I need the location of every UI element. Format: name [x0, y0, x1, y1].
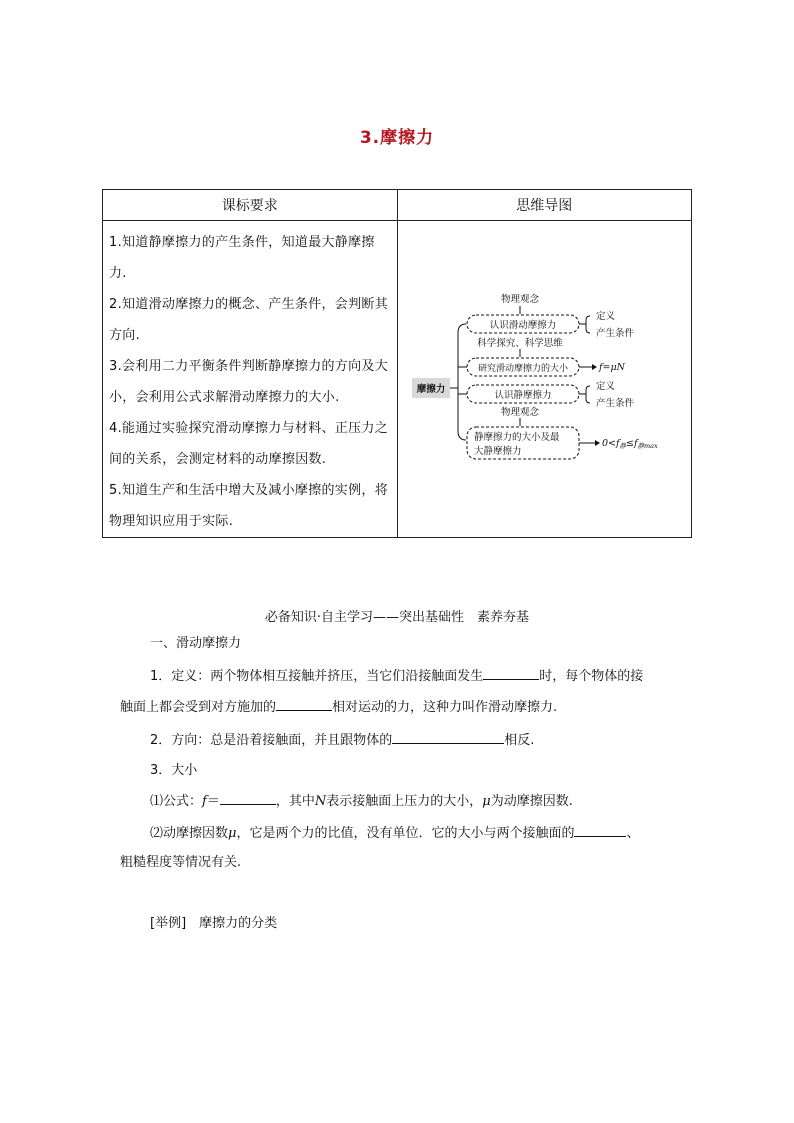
example-heading: [举例] 摩擦力的分类 — [150, 916, 278, 931]
requirement-line: 方向. — [109, 328, 141, 343]
label-physics-concept-1: 物理观念 — [500, 294, 539, 305]
text-fragment: 1．定义：两个物体相互接触并挤压，当它们沿接触面发生 — [150, 669, 484, 684]
page-title: 3.摩擦力 — [359, 128, 435, 148]
text-fragment: 触面上都会受到对方施加的 — [120, 700, 277, 715]
text-fragment: ⑵动摩擦因数 — [150, 826, 229, 841]
col-header-mindmap: 思维导图 — [397, 190, 692, 221]
symbol-f: f — [202, 794, 207, 809]
node-static-friction-max-line2: 大静摩擦力 — [473, 446, 522, 457]
text-fragment: 表示接触面上压力的大小， — [326, 794, 483, 809]
paragraph-direction — [150, 729, 534, 751]
paragraph-coefficient-line2: 粗糙程度等情况有关. — [120, 855, 242, 870]
fill-blank-2[interactable] — [276, 696, 332, 711]
subheading-sliding-friction: 一、滑动摩擦力 — [150, 636, 242, 651]
branch-conditions-1: 产生条件 — [595, 328, 634, 339]
requirement-line: 力. — [109, 266, 127, 281]
paragraph-definition-line1 — [150, 665, 643, 687]
node-sliding-friction-label: 认识滑动摩擦力 — [489, 320, 556, 331]
requirement-line: 物理知识应用于实际. — [109, 514, 234, 529]
requirement-line: 1.知道静摩擦力的产生条件，知道最大静摩擦 — [109, 235, 375, 250]
paragraph-formula — [150, 790, 573, 812]
section-heading: 必备知识·自主学习——突出基础性 素养夯基 — [264, 610, 530, 625]
static-friction-range: $0<f_静\le f_{静max}$ — [601, 438, 658, 450]
mind-map-diagram — [398, 221, 678, 534]
node-sliding-friction-magnitude-label: 研究滑动摩擦力的大小 — [477, 364, 568, 374]
symbol-mu: μ — [482, 794, 491, 809]
node-static-friction-label: 认识静摩擦力 — [493, 390, 552, 401]
branch-definition-1: 定义 — [595, 311, 615, 322]
fill-blank-3[interactable] — [392, 729, 504, 744]
text-fragment: 相反. — [504, 733, 535, 748]
requirement-line: 5.知道生产和生活中增大及减小摩擦的实例，将 — [109, 483, 389, 498]
requirements-table — [102, 189, 692, 538]
requirement-line: 3.会利用二力平衡条件判断静摩擦力的方向及大 — [109, 359, 389, 374]
fill-blank-1[interactable] — [483, 665, 539, 680]
text-fragment: 2．方向：总是沿着接触面，并且跟物体的 — [150, 733, 393, 748]
paragraph-definition-line2 — [120, 696, 557, 718]
mindmap-cell — [397, 221, 692, 538]
paragraph-coefficient-line1 — [150, 822, 640, 844]
text-fragment: ，其中 — [275, 794, 315, 809]
requirement-line: 小，会利用公式求解滑动摩擦力的大小. — [109, 390, 340, 405]
text-fragment: 为动摩擦因数. — [490, 794, 573, 809]
formula-sliding-friction: f=μN — [598, 362, 625, 373]
branch-definition-2: 定义 — [595, 381, 615, 392]
text-fragment: ⑴公式： — [150, 794, 203, 809]
fill-blank-4[interactable] — [220, 790, 276, 805]
subheading-magnitude: 3．大小 — [150, 763, 198, 778]
requirements-cell — [103, 221, 398, 538]
label-science-inquiry: 科学探究、科学思维 — [476, 338, 563, 349]
requirement-line: 2.知道滑动摩擦力的概念、产生条件，会判断其 — [109, 297, 389, 312]
requirement-line: 间的关系，会测定材料的动摩擦因数. — [109, 452, 327, 467]
text-fragment: ＝ — [206, 794, 220, 809]
symbol-mu: μ — [228, 826, 237, 841]
root-node: 摩擦力 — [416, 384, 445, 395]
fill-blank-5[interactable] — [574, 822, 626, 837]
col-header-requirements: 课标要求 — [103, 190, 398, 221]
label-physics-concept-2: 物理观念 — [500, 407, 539, 418]
trunk-brace — [458, 324, 466, 440]
text-fragment: 、 — [626, 826, 640, 841]
symbol-n: N — [314, 794, 327, 809]
branch-conditions-2: 产生条件 — [595, 398, 634, 409]
text-fragment: 相对运动的力，这种力叫作滑动摩擦力. — [332, 700, 558, 715]
text-fragment: 时，每个物体的接 — [539, 669, 644, 684]
requirement-line: 4.能通过实验探究滑动摩擦力与材料、正压力之 — [109, 421, 389, 436]
text-fragment: ，它是两个力的比值，没有单位．它的大小与两个接触面的 — [236, 826, 575, 841]
node-static-friction-max-line1: 静摩擦力的大小及最 — [473, 432, 560, 443]
